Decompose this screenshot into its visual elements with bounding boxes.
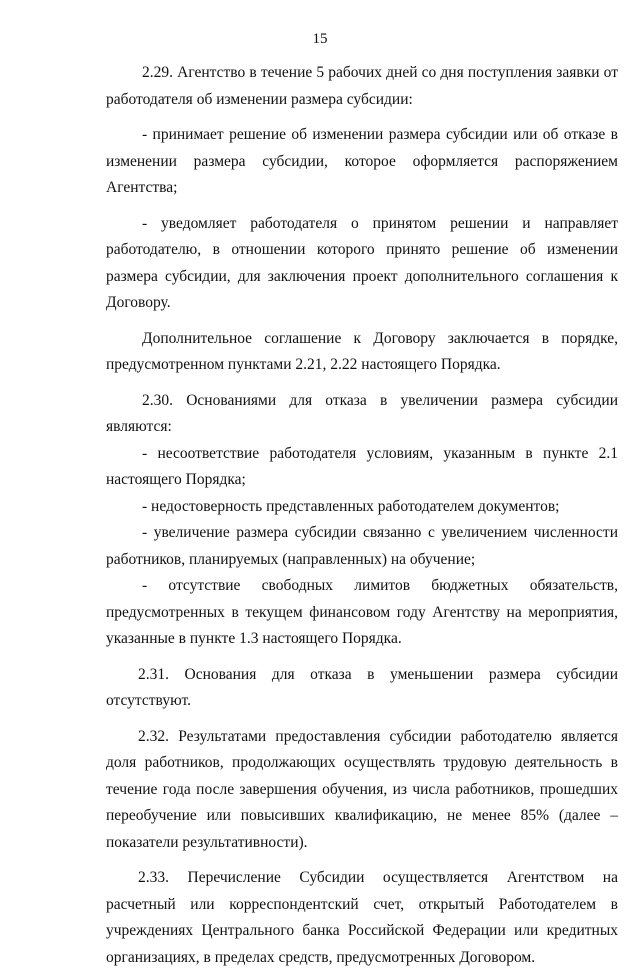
document-body [106, 60, 618, 971]
paragraph-decision-item: - принимает решение об изменении размера субсидии или об отказе в изменении размера субсидии, которое оформляется распоряжением Агентства; [106, 126, 618, 196]
paragraph-2-31: 2.31. Основания для отказа в уменьшении размера субсидии отсутствуют. [106, 665, 618, 709]
page-number: 15 [312, 31, 328, 47]
paragraph-notify-item: - уведомляет работодателя о принятом решении и направляет работодателю, в отношении которого принято решение об изменении размера субсидии, для заключения проект дополнительного соглашения к Договору. [106, 214, 618, 311]
paragraph-mismatch-item: - несоответствие работодателя условиям, указанным в пункте 2.1 настоящего Порядка; [106, 444, 618, 488]
paragraph-additional-agreement: Дополнительное соглашение к Договору заключается в порядке, предусмотренном пунктами 2.21, 2.22 настоящего Порядка. [106, 329, 618, 373]
paragraph-2-33: 2.33. Перечисление Субсидии осуществляется Агентством на расчетный или корреспондентский счет, открытый Работодателем в учреждениях Центрального банка Российской Федерации или кредитных организациях, в пределах средств, предусмотренных Договором. [106, 869, 618, 966]
paragraph-increase-headcount-item: - увеличение размера субсидии связанно с увеличением численности работников, планируемых (направленных) на обучение; [106, 524, 618, 568]
paragraph-2-30: 2.30. Основаниями для отказа в увеличении размера субсидии являются: [106, 391, 618, 435]
paragraph-2-29: 2.29. Агентство в течение 5 рабочих дней со дня поступления заявки от работодателя об изменении размера субсидии: [106, 64, 618, 108]
paragraph-2-32: 2.32. Результатами предоставления субсидии работодателю является доля работников, продолжающих осуществлять трудовую деятельность в течение года после завершения обучения, из числа работников, прошедших переобучение или повысивших квалификацию, не менее 85% (далее – показатели результативности). [106, 727, 618, 851]
paragraph-no-limits-item: - отсутствие свободных лимитов бюджетных обязательств, предусмотренных в текущем финансовом году Агентству на мероприятия, указанные в пункте 1.3 настоящего Порядка. [106, 577, 618, 647]
paragraph-unreliable-docs-item: - недостоверность представленных работодателем документов; [142, 497, 560, 515]
